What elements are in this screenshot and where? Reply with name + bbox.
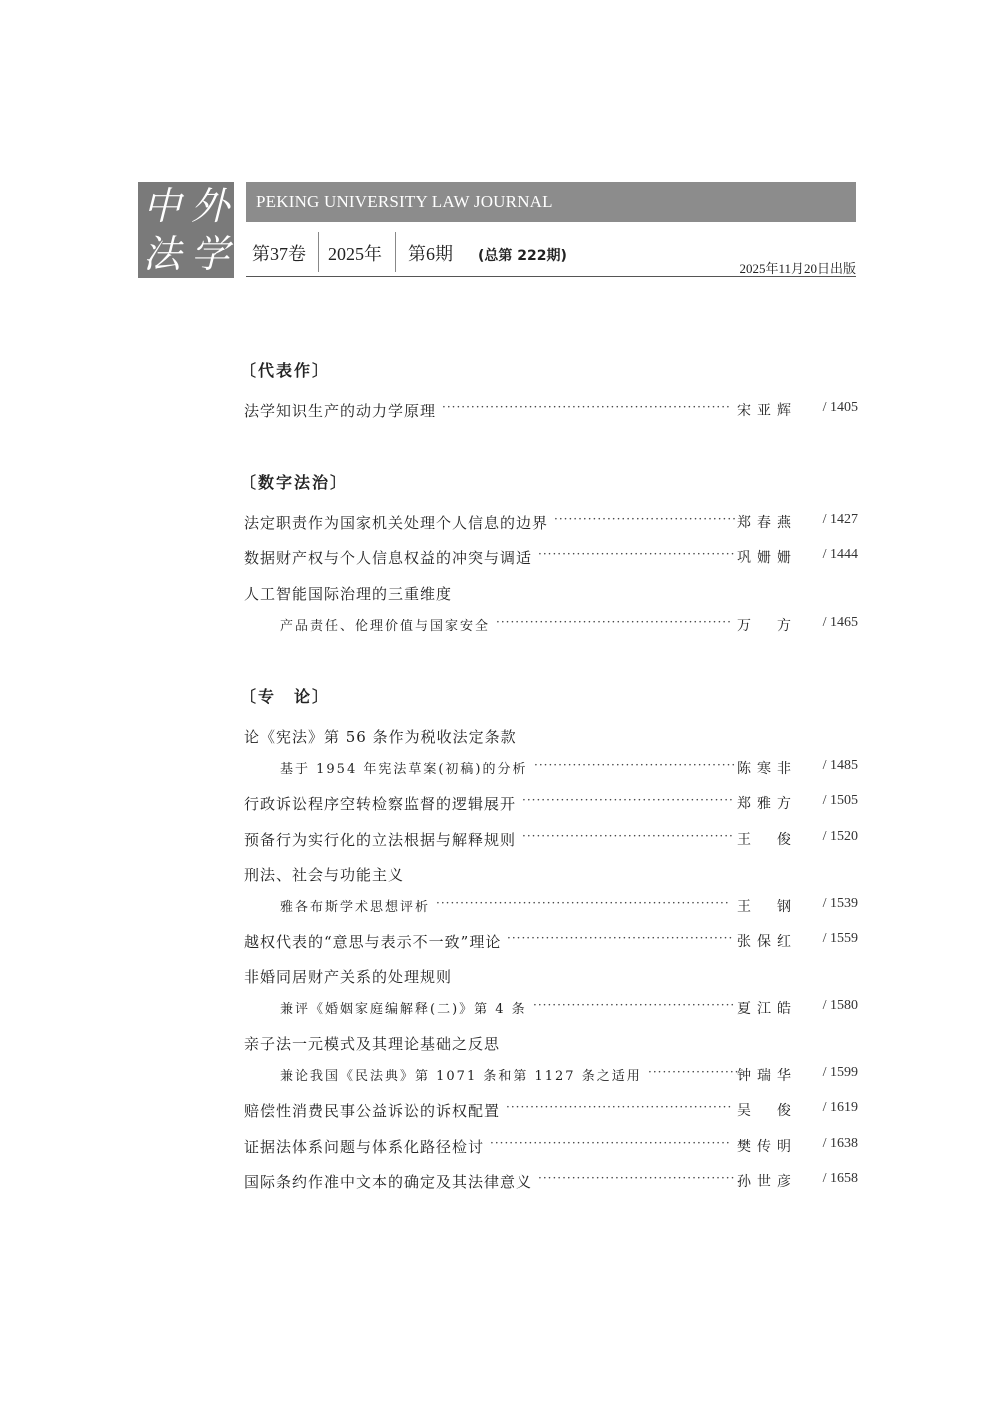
- page-number: / 1638: [822, 1136, 858, 1151]
- article-title[interactable]: 证据法体系问题与体系化路径检讨: [244, 1136, 488, 1157]
- page-number: / 1520: [822, 829, 858, 844]
- author: 钟瑞华: [737, 1068, 797, 1084]
- toc-entry[interactable]: [244, 896, 858, 920]
- author: 王 俊: [737, 832, 797, 848]
- article-title[interactable]: 论《宪法》第 56 条作为税收法定条款: [244, 728, 517, 746]
- leader-dots: ············································: [522, 829, 734, 843]
- article-subtitle: 雅各布斯学术思想评析: [280, 896, 434, 915]
- page-number: / 1465: [822, 615, 858, 630]
- author: 郑雅方: [737, 796, 797, 812]
- logo-char: 外: [190, 184, 229, 228]
- toc-entry[interactable]: [244, 512, 858, 536]
- leader-dots: ···············································: [507, 931, 734, 945]
- leader-dots: ············································: [522, 793, 734, 807]
- leader-dots: ·····························································: [436, 896, 730, 910]
- article-title[interactable]: 刑法、社会与功能主义: [244, 866, 405, 884]
- article-title[interactable]: 数据财产权与个人信息权益的冲突与调适: [244, 547, 536, 568]
- toc-entry[interactable]: [244, 998, 858, 1022]
- article-title[interactable]: 法学知识生产的动力学原理: [244, 400, 440, 421]
- leader-dots: ·········································: [538, 547, 736, 561]
- toc-entry[interactable]: [244, 829, 858, 853]
- page-number: / 1444: [822, 547, 858, 562]
- page-number: / 1505: [822, 793, 858, 808]
- toc-entry[interactable]: [244, 400, 858, 424]
- author: 孙世彦: [737, 1174, 797, 1190]
- article-title[interactable]: 国际条约作准中文本的确定及其法律意义: [244, 1171, 536, 1192]
- toc-entry[interactable]: [244, 1136, 858, 1160]
- article-title[interactable]: 行政诉讼程序空转检察监督的逻辑展开: [244, 793, 520, 814]
- article-title[interactable]: 预备行为实行化的立法根据与解释规则: [244, 829, 520, 850]
- leader-dots: ··········································: [534, 758, 737, 772]
- leader-dots: ··········································: [533, 998, 736, 1012]
- article-title[interactable]: 亲子法一元模式及其理论基础之反思: [244, 1035, 501, 1053]
- author: 宋亚辉: [737, 403, 797, 419]
- journal-logo: [138, 182, 234, 278]
- page-number: / 1580: [822, 998, 858, 1013]
- issue-info: [246, 228, 856, 277]
- divider: [318, 232, 319, 272]
- section-heading: 〔专 论〕: [240, 687, 331, 706]
- article-subtitle: 产品责任、伦理价值与国家安全: [280, 615, 494, 634]
- leader-dots: ···················: [648, 1065, 740, 1079]
- leader-dots: ·················································: [496, 615, 732, 629]
- article-title[interactable]: 人工智能国际治理的三重维度: [244, 585, 453, 603]
- journal-english-title: PEKING UNIVERSITY LAW JOURNAL: [246, 182, 856, 222]
- page-number: / 1405: [822, 400, 858, 415]
- author: 巩姗姗: [737, 550, 797, 566]
- logo-char: 学: [190, 232, 229, 276]
- article-title[interactable]: 越权代表的“意思与表示不一致”理论: [244, 931, 505, 952]
- section-heading: 〔数字法治〕: [240, 473, 349, 492]
- article-subtitle: 基于 1954 年宪法草案(初稿)的分析: [280, 758, 532, 777]
- year: 2025年: [328, 244, 382, 264]
- article-title[interactable]: 法定职责作为国家机关处理个人信息的边界: [244, 512, 552, 533]
- issue-number: 第6期: [408, 244, 453, 264]
- page-number: / 1427: [822, 512, 858, 527]
- leader-dots: ···············································: [506, 1100, 733, 1114]
- article-subtitle: 兼论我国《民法典》第 1071 条和第 1127 条之适用: [280, 1065, 646, 1084]
- toc-entry[interactable]: [244, 1100, 858, 1124]
- page-number: / 1559: [822, 931, 858, 946]
- leader-dots: ······································: [554, 512, 737, 526]
- page-number: / 1599: [822, 1065, 858, 1080]
- leader-dots: ····························································: [442, 400, 731, 414]
- toc-entry[interactable]: [244, 1171, 858, 1195]
- author: 樊传明: [737, 1139, 797, 1155]
- page-number: / 1658: [822, 1171, 858, 1186]
- article-title[interactable]: 非婚同居财产关系的处理规则: [244, 968, 453, 986]
- author: 张保红: [737, 934, 797, 950]
- author: 王 钢: [737, 899, 797, 915]
- author: 夏江皓: [737, 1001, 797, 1017]
- leader-dots: ·········································: [538, 1171, 736, 1185]
- author: 郑春燕: [737, 515, 797, 531]
- toc-entry[interactable]: [244, 931, 858, 955]
- page-number: / 1485: [822, 758, 858, 773]
- toc-entry[interactable]: [244, 793, 858, 817]
- leader-dots: ··················································: [490, 1136, 731, 1150]
- divider: [395, 232, 396, 272]
- section-heading: 〔代表作〕: [240, 361, 331, 380]
- total-issue: (总第 222期): [478, 248, 567, 264]
- page-number: / 1619: [822, 1100, 858, 1115]
- toc-entry[interactable]: [244, 1065, 858, 1089]
- author: 万 方: [737, 618, 797, 634]
- toc-entry[interactable]: [244, 615, 858, 639]
- article-subtitle: 兼评《婚姻家庭编解释(二)》第 4 条: [280, 998, 531, 1017]
- logo-char: 法: [142, 232, 181, 276]
- author: 陈寒非: [737, 761, 797, 777]
- page-number: / 1539: [822, 896, 858, 911]
- volume: 第37卷: [252, 244, 306, 264]
- toc-entry[interactable]: [244, 758, 858, 782]
- article-title[interactable]: 赔偿性消费民事公益诉讼的诉权配置: [244, 1100, 504, 1121]
- toc-entry[interactable]: [244, 547, 858, 571]
- author: 吴 俊: [737, 1103, 797, 1119]
- logo-char: 中: [142, 184, 181, 228]
- publish-date: 2025年11月20日出版: [739, 261, 856, 276]
